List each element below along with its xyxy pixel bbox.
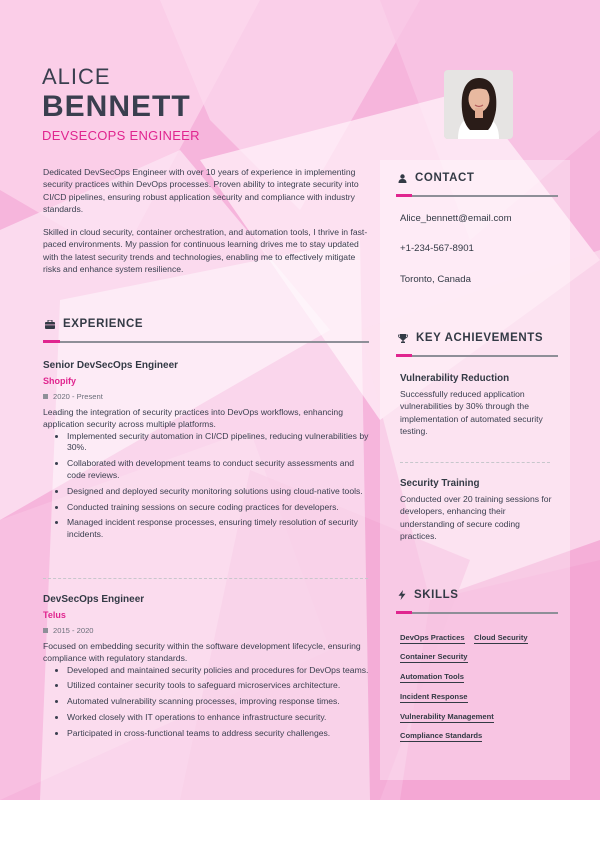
skills-divider-accent: [396, 611, 412, 614]
job-entry: [43, 594, 371, 744]
achievements-divider-accent: [396, 354, 412, 357]
trophy-icon: [398, 334, 408, 343]
job-description: Leading the integration of security practices into DevOps workflows, enhancing application security across multiple platforms.: [43, 407, 343, 429]
list-item: • Participated in cross-functional teams to address security challenges.: [67, 728, 371, 740]
experience-heading: [45, 318, 143, 330]
job-dates-text: 2020 - Present: [53, 392, 103, 401]
first-name: ALICE: [42, 64, 111, 89]
job-description: Focused on embedding security within the software development lifecycle, ensuring compliance with regulatory standards.: [43, 641, 361, 663]
calendar-icon: [43, 394, 48, 399]
contact-email[interactable]: Alice_bennett@email.com: [400, 213, 512, 224]
job-entry: [43, 360, 371, 545]
skill-tag: Vulnerability Management: [400, 712, 494, 721]
list-item: • Automated vulnerability scanning processes, improving response times.: [67, 696, 371, 708]
achievement-description: Successfully reduced application vulnerabilities by 30% through the implementation of automated security testing.: [400, 389, 543, 436]
job-dates: [43, 392, 371, 401]
achievement-item: [400, 373, 555, 437]
achievement-description: Conducted over 20 training sessions for developers, enhancing their understanding of secure coding practices.: [400, 494, 552, 541]
contact-divider-accent: [396, 194, 412, 197]
list-item: • Conducted training sessions on secure coding practices for developers.: [67, 502, 371, 514]
contact-divider: [396, 195, 558, 197]
skill-tag: Incident Response: [400, 692, 468, 701]
contact-phone[interactable]: +1-234-567-8901: [400, 243, 474, 254]
list-item: • Developed and maintained security policies and procedures for DevOps teams.: [67, 665, 371, 677]
experience-heading-label: EXPERIENCE: [63, 318, 144, 330]
job-separator: [43, 578, 368, 579]
list-item: • Worked closely with IT operations to enhance infrastructure security.: [67, 712, 371, 724]
contact-location: Toronto, Canada: [400, 274, 471, 285]
achievements-heading: [398, 332, 543, 344]
last-name: BENNETT: [42, 90, 191, 123]
lightning-icon: [398, 590, 406, 600]
job-company: Shopify: [43, 376, 76, 386]
achievement-title: Security Training: [400, 478, 480, 489]
skill-tag: Compliance Standards: [400, 731, 483, 740]
job-bullets: [43, 665, 371, 740]
person-icon: [398, 174, 407, 183]
job-role: DevSecOps Engineer: [43, 594, 145, 605]
list-item: • Collaborated with development teams to conduct security assessments and code reviews.: [67, 458, 371, 482]
experience-divider: [43, 341, 369, 343]
briefcase-icon: [45, 320, 55, 329]
achievements-heading-label: KEY ACHIEVEMENTS: [416, 332, 544, 344]
profile-photo: [444, 70, 513, 139]
contact-heading: [398, 172, 475, 184]
summary-paragraph: Dedicated DevSecOps Engineer with over 10 years of experience in implementing security practices within DevOps processes. Proven ability to integrate security into CI/CD pipelines, ensuring robust application security and compliance with industry standards.: [43, 167, 359, 214]
achievement-item: [400, 478, 555, 542]
skills-heading: [398, 589, 459, 601]
calendar-icon: [43, 628, 48, 633]
achievements-divider: [396, 355, 558, 357]
skill-tag: Cloud Security: [474, 633, 528, 642]
job-role: Senior DevSecOps Engineer: [43, 360, 179, 371]
job-dates: [43, 626, 371, 635]
job-title: DEVSECOPS ENGINEER: [42, 128, 200, 143]
list-item: • Utilized container security tools to safeguard microservices architecture.: [67, 680, 371, 692]
job-bullets: [43, 431, 371, 541]
skill-tag: DevOps Practices: [400, 633, 465, 642]
list-item: • Managed incident response processes, ensuring timely resolution of security incidents.: [67, 517, 371, 541]
skill-tag: Container Security: [400, 652, 468, 661]
professional-summary: [43, 166, 368, 286]
list-item: • Implemented security automation in CI/CD pipelines, reducing vulnerabilities by 30%.: [67, 431, 371, 455]
skill-tag: Automation Tools: [400, 672, 464, 681]
list-item: • Designed and deployed security monitoring solutions using cloud-native tools.: [67, 486, 371, 498]
achievement-title: Vulnerability Reduction: [400, 373, 510, 384]
contact-heading-label: CONTACT: [415, 172, 475, 184]
achievement-separator: [400, 462, 550, 463]
skills-divider: [396, 612, 558, 614]
summary-paragraph: Skilled in cloud security, container orchestration, and automation tools, I thrive in fast-paced environments. My passion for continuous learning drives me to stay updated with the latest security trends and technologies, enabling me to effectively mitigate risks and enhance system resilience.: [43, 227, 368, 275]
job-dates-text: 2015 - 2020: [53, 626, 94, 635]
job-company: Telus: [43, 610, 66, 620]
experience-divider-accent: [43, 340, 60, 343]
skills-heading-label: SKILLS: [414, 589, 459, 601]
